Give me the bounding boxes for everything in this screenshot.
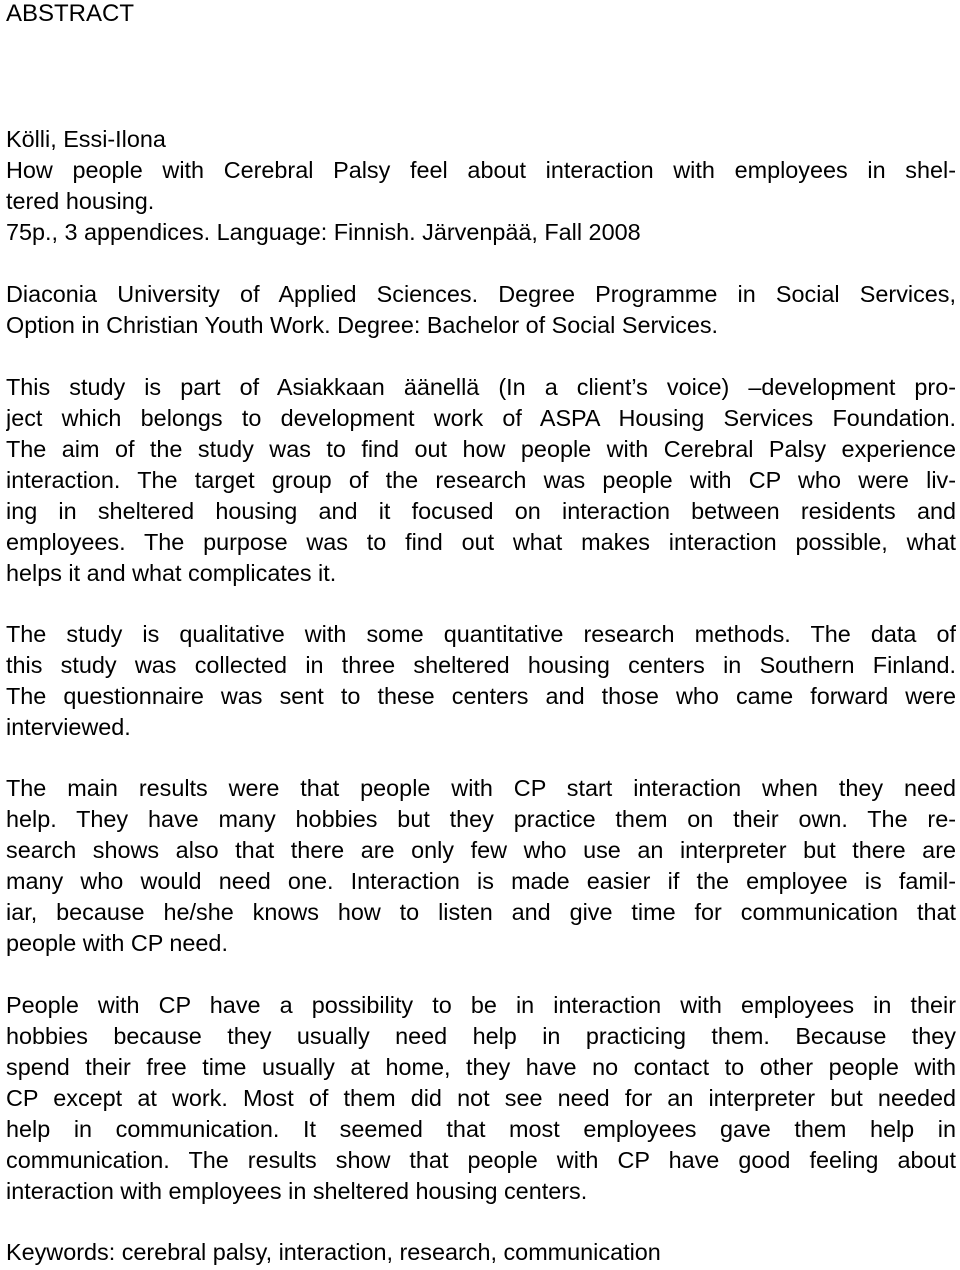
paragraph-line: help. They have many hobbies but they practice them on their own. The re- bbox=[6, 806, 956, 832]
paragraph-line: spend their free time usually at home, they have no contact to other people with bbox=[6, 1054, 956, 1080]
paragraph-line: CP except at work. Most of them did not see need for an interpreter but needed bbox=[6, 1085, 956, 1111]
paragraph-line: ing in sheltered housing and it focused on interaction between residents and bbox=[6, 498, 956, 524]
institution-line-1: Diaconia University of Applied Sciences. Degree Programme in Social Services, bbox=[6, 281, 956, 307]
paragraph-line: People with CP have a possibility to be in interaction with employees in their bbox=[6, 992, 956, 1018]
paragraph-line: interviewed. bbox=[6, 714, 131, 740]
paragraph-line: The questionnaire was sent to these centers and those who came forward were bbox=[6, 683, 956, 709]
paragraph-line: ject which belongs to development work of ASPA Housing Services Foundation. bbox=[6, 405, 956, 431]
paragraph-line: interaction with employees in sheltered housing centers. bbox=[6, 1178, 588, 1204]
paragraph-line: This study is part of Asiakkaan äänellä (In a client’s voice) –development pro- bbox=[6, 374, 956, 400]
paragraph-line: interaction. The target group of the research was people with CP who were liv- bbox=[6, 467, 956, 493]
paragraph-line: employees. The purpose was to find out what makes interaction possible, what bbox=[6, 529, 956, 555]
paragraph-line: iar, because he/she knows how to listen and give time for communication that bbox=[6, 899, 956, 925]
thesis-details-line: 75p., 3 appendices. Language: Finnish. Järvenpää, Fall 2008 bbox=[6, 219, 641, 245]
paragraph-line: people with CP need. bbox=[6, 930, 228, 956]
institution-line-2: Option in Christian Youth Work. Degree: Bachelor of Social Services. bbox=[6, 312, 719, 338]
paragraph-line: this study was collected in three sheltered housing centers in Southern Finland. bbox=[6, 652, 956, 678]
paragraph-line: communication. The results show that people with CP have good feeling about bbox=[6, 1147, 956, 1173]
paragraph-line: hobbies because they usually need help in practicing them. Because they bbox=[6, 1023, 956, 1049]
page-heading: ABSTRACT bbox=[6, 0, 135, 27]
paragraph-line: many who would need one. Interaction is made easier if the employee is famil- bbox=[6, 868, 956, 894]
paragraph-line: help in communication. It seemed that most employees gave them help in bbox=[6, 1116, 956, 1142]
paragraph-line: The study is qualitative with some quantitative research methods. The data of bbox=[6, 621, 956, 647]
keywords-line: Keywords: cerebral palsy, interaction, research, communication bbox=[6, 1239, 661, 1265]
thesis-title-line-2: tered housing. bbox=[6, 188, 155, 214]
paragraph-line: The aim of the study was to find out how people with Cerebral Palsy experience bbox=[6, 436, 956, 462]
paragraph-line: helps it and what complicates it. bbox=[6, 560, 337, 586]
thesis-title-line-1: How people with Cerebral Palsy feel about interaction with employees in shel- bbox=[6, 157, 956, 183]
author-line: Kölli, Essi-Ilona bbox=[6, 126, 166, 152]
paragraph-line: The main results were that people with CP start interaction when they need bbox=[6, 775, 956, 801]
paragraph-line: search shows also that there are only few who use an interpreter but there are bbox=[6, 837, 956, 863]
